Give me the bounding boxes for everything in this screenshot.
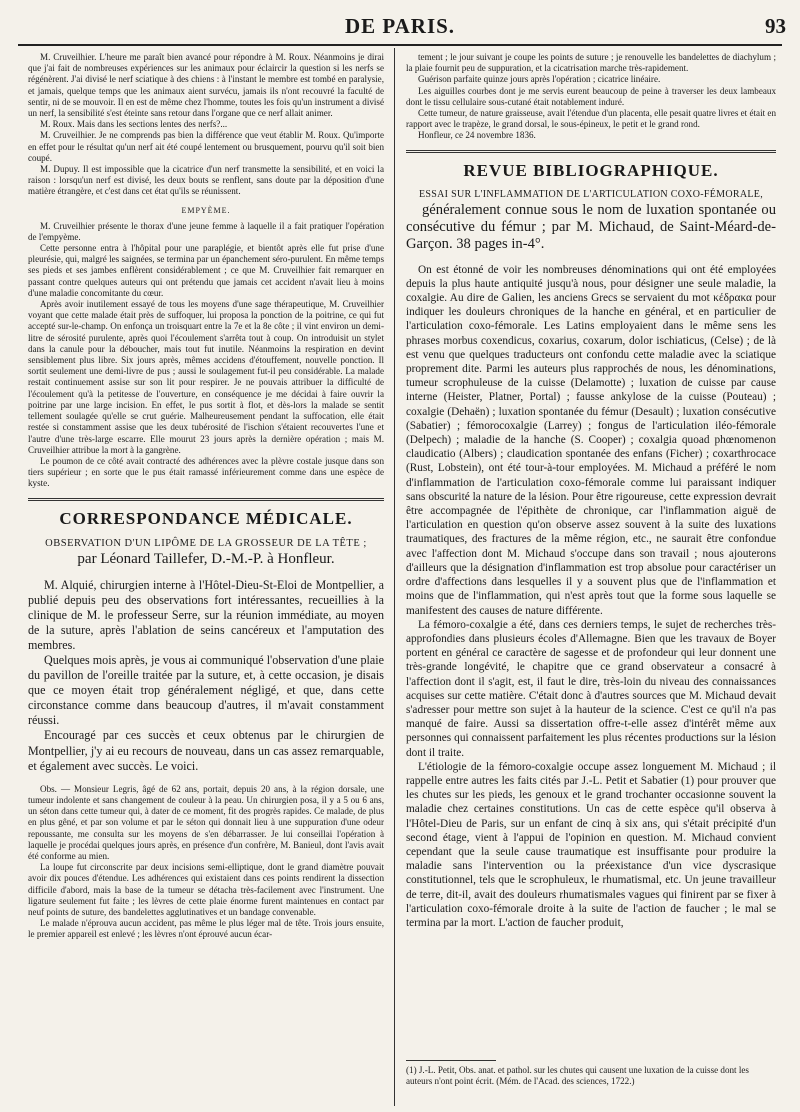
discussion-section — [28, 52, 384, 198]
paragraph: M. Cruveilhier présente le thorax d'une jeune femme à laquelle il a fait pratiquer l'opération de l'empyème. — [28, 220, 384, 242]
paragraph: M. Cruveilhier. L'heure me paraît bien avancé pour répondre à M. Roux. Néanmoins je dirai que j'ai fait de nombreuses expériences sur les animaux pour éclaircir la question si les nerfs se régénèrent. J'ai divisé le nerf sciatique à des chiens : à l'instant le membre est tombé en paralysie, et jamais, quelque temps que les animaux aient survécu, jamais ils n'ont recouvré la faculté de sentir, ni de se mouvoir. Il en est de même chez l'homme, toutes les fois qu'un instrument a divisé un nerf, la sensibilité s'est éteinte sans retour dans l'organe que ce nerf allait animer. — [28, 52, 384, 119]
footnote — [406, 1060, 776, 1088]
section-rule — [406, 150, 776, 153]
observation-continuation — [406, 52, 776, 142]
page-number: 93 — [765, 14, 786, 38]
paragraph: Encouragé par ces succès et ceux obtenus par le chirurgien de Montpellier, j'y ai eu recours de nouveau, dans un cas assez remarquable, et également avec succès. Le voici. — [28, 728, 384, 773]
paragraph: Le malade n'éprouva aucun accident, pas même le plus léger mal de tête. Trois jours ensuite, le premier appareil est enlevé ; les lèvres n'ont éprouvé aucun écar- — [28, 918, 384, 940]
paragraph: On est étonné de voir les nombreuses dénominations qui ont été employées depuis la plus haute antiquité jusqu'à nous, pour désigner une seule maladie, la coxalgie. Au dire de Galien, les anciens Grecs se servaient du mot κέδρακα pour indiquer les douleurs chroniques de la hanche en général, et en particulier de l'articulation coxo-fémorale. Les Latins employaient dans le même sens les phrases morbus coxendicus, coxarius, coxarum, dolor ischiaticus, (Celse) ; de là est venu que quelques traducteurs ont confondu cette maladie avec la sciatique proprement dite. Parmi les auteurs plus rapprochés de nous, les dénominations, tumeur scrophuleuse de la cuisse (Delamotte) ; luxation de cuisse par cause interne (Heister, Platner, Portal) ; fausse ankylose de la cuisse (Pouteau) ; coxalgie (Dehaën) ; luxation spontanée du fémur (Desault) ; luxation consécutive (Sabatier) ; fémorocoxalgie (Larrey) ; fongus de l'articulation iléo-fémorale (Delpech) ; maladie de la hanche (S. Cooper) ; coxalgia quoad phœnomenon claudicatio (Albers) ; claudication spontanée des enfans (Ficher) ; coxarthrocace (Rust, Lobstein), ont été tour-à-tour employées. M. Michaud a préféré le nom d'inflammation de l'articulation coxo-fémorale comme lui paraissant indiquer sans obscurité la nature de la lésion. Pour être rigoureuse, cette expression devrait être accompagnée de l'épithète de chronique, car l'inflammation aiguë de l'articulation en question qu'on observe assez souvent à la suite des luxations traumatiques, des fractures de la même région, etc., ne saurait être confondue avec l'affection dont M. Michaud s'occupe dans son travail ; nous ajouterons d'ailleurs que la désignation d'inflammation est trop absolue pour caractériser un ordre d'affections dans lesquelles il y a souvent plus que de l'inflammation et moins que de l'inflammation, qui n'est après tout que la forme sous laquelle se manifestent des causes de nature différente. — [406, 263, 776, 617]
paragraph: Obs. — Monsieur Legris, âgé de 62 ans, portait, depuis 20 ans, à la région dorsale, une tumeur indolente et sans changement de couleur à la peau. Un chirurgien posa, il y a 5 ou 6 ans, un séton dans cette tumeur qui, à dater de ce moment, fit des progrès rapides. Ce malade, de plus en plus gêné, et par son volume et par le séton qui donnait lieu à une suppuration d'une odeur repoussante, me consulta sur les moyens de s'en débarrasser. Je lui conseillai l'opération à laquelle je procédai quelques jours après, en présence d'un confrère, M. Banieul, dont l'avis avait été conforme au mien. — [28, 783, 384, 861]
header-rule — [18, 44, 782, 46]
letter-section — [28, 578, 384, 774]
running-title: DE PARIS. — [344, 14, 456, 38]
paragraph: Après avoir inutilement essayé de tous les moyens d'une sage thérapeutique, M. Cruveilhier voyant que cette malade était près de suffoquer, lui proposa la ponction de la poitrine, ce qui fut accepté sur-le-champ. On enfonça un troisquart entre la 7e et la 8e côte ; il vint environ un demi-litre de sérosité purulente, après quoi l'écoulement s'arrêta tout à coup. On introduisit un stylet dans la canule pour la déboucher, mais tout fut inutile. Néanmoins la respiration en devint sensiblement plus libre. Six jours après, mêmes accidens d'étouffement, nouvelle ponction. Il sortit seulement une demi-livre de pus ; aussi le soulagement fut-il peu considérable. La malade restait continuement assise sur son lit pour respirer. Je ne pouvais attribuer la difficulté de l'écoulement qu'à la petitesse de l'ouverture, en conséquence je me décidai à faire ouvrir la poitrine par une large incision. En effet, le pus sortit à flot, et dès-lors la malade se sentit tellement soulagée qu'elle se crut guérie. Malheureusement pendant la suffocation, elle était restée si constamment assise que les deux tubérosité de l'ischion s'étaient recouvertes l'une et l'autre d'une très-large escarre. Elle mourut 23 jours après la dernière opération ; mais M. Cruveilhier attribue la mort à la gangrène. — [28, 299, 384, 455]
review-heading: REVUE BIBLIOGRAPHIQUE. — [463, 160, 719, 180]
paragraph: Cette personne entra à l'hôpital pour une paraplégie, et bientôt après elle fut prise d'une pleurésie, qui, malgré les saignées, se termina par un épanchement séro-purulent. En même temps ses pieds et ses jambes enflèrent considérablement ; ce que M. Cruveilhier fait remarquer en passant contre quelques auteurs qui ont prétendu que jamais cet accident n'avait lieu à moins d'une maladie concomitante du cœur. — [28, 243, 384, 298]
right-column — [406, 52, 776, 930]
paragraph: La fémoro-coxalgie a été, dans ces derniers temps, le sujet de recherches très-approfondies dans plusieurs écoles d'Allemagne. Bien que les travaux de Boyer portent en général ce caractère de sagesse et de profondeur qui leur donnent une très-grande longévité, le chapitre que ce grand observateur a consacré à l'affection dont il s'agit, est, il faut le dire, très-loin du niveau des connaissances acquises sur cette matière. C'était donc à d'autres sources que M. Michaud devait s'adresser pour mettre son sujet à la hauteur de la science. C'est ce qu'il n'a pas manqué de faire. Aussi sa dissertation offre-t-elle assez d'intérêt même aux personnes qui connaissent parfaitement les plus récentes productions sur la lésion dont il traite. — [406, 618, 776, 759]
paragraph: L'étiologie de la fémoro-coxalgie occupe assez longuement M. Michaud ; il rappelle entre autres les faits cités par J.-L. Petit et Sabatier (1) pour prouver que les chutes sur les pieds, les genoux et le grand trochanter occasionne souvent la maladie chez certaines constitutions. Un cas de cette espèce qu'il observa à l'Hôtel-Dieu de Paris, sur un enfant de cinq à six ans, qui s'était précipité d'un second étage, vient à l'appui de l'opinion en question. M. Michaud convient cependant que la seule cause traumatique est insuffisante pour produire la maladie sans l'intervention ou la préexistance d'un vice dyscrasique constitutionnel, tels que le scrophuleux, le rhumatismal, etc. Un jeune travailleur de terre, dit-il, avait des douleurs rhumatismales vagues qui finirent par se fixer à l'articulation coxo-fémorale droite à la suite de l'action de faucher ; le mal se termina par la mort. L'action de faucher produit, — [406, 760, 776, 929]
paragraph: M. Roux. Mais dans les sections lentes des nerfs?... — [40, 119, 228, 130]
article-author: par Léonard Taillefer, D.-M.-P. à Honfleur. — [77, 550, 335, 567]
paragraph: Quelques mois après, je vous ai communiqué l'observation d'une plaie du pavillon de l'oreille traitée par la suture, et, à cette occasion, je disais que ce moyen était trop généralement négligé, et que, dans cette circonstance comme dans beaucoup d'autres, il m'avait constamment réussi. — [28, 652, 384, 728]
correspondence-heading: CORRESPONDANCE MÉDICALE. — [59, 508, 353, 528]
observation-section — [28, 784, 384, 941]
column-divider — [394, 48, 395, 1106]
paragraph: M. Dupuy. Il est impossible que la cicatrice d'un nerf transmette la sensibilité, et en voici la raison : lorsqu'un nerf est divisé, les deux bouts se renflent, sans doute par la déposition d'une matière étrangère, et c'est dans cet état qu'ils se réunissent. — [28, 164, 384, 197]
review-title: généralement connue sous le nom de luxation spontanée ou consécutive du fémur ; par M. Michaud, de Saint-Méard-de-Garçon. 38 pages in-4°. — [406, 201, 776, 252]
empyeme-section — [28, 221, 384, 490]
page-header — [0, 0, 800, 40]
left-column — [28, 52, 384, 941]
section-rule — [28, 498, 384, 501]
paragraph: Guérison parfaite quinze jours après l'opération ; cicatrice linéaire. — [418, 74, 661, 85]
paragraph: M. Cruveilhier. Je ne comprends pas bien la différence que veut établir M. Roux. Qu'importe en effet pour le résultat qu'un nerf ait été coupé lentement ou brusquement, pourvu qu'il soit bien coupé. — [28, 130, 384, 163]
review-body — [406, 263, 776, 931]
paragraph: Cette tumeur, de nature graisseuse, avait l'étendue d'un placenta, elle pesait quatre livres et était en rapport avec le trapèze, le grand dorsal, le sous-épineux, le petit et le grand rond. — [406, 108, 776, 130]
paragraph: Les aiguilles courbes dont je me servis eurent beaucoup de peine à traverser les deux lambeaux dont le tissu cellulaire sous-cutané était notablement induré. — [406, 85, 776, 107]
review-title-caps: ESSAI SUR L'INFLAMMATION DE L'ARTICULATION COXO-FÉMORALE, — [419, 188, 763, 200]
footnote-rule — [406, 1060, 496, 1061]
signature-line: Honfleur, ce 24 novembre 1836. — [418, 130, 536, 141]
footnote-text: (1) J.-L. Petit, Obs. anat. et pathol. sur les chutes qui causent une luxation de la cuisse dont les auteurs n'ont point écrit. (Mém. de l'Acad. des sciences, 1722.) — [406, 1065, 749, 1087]
paragraph: M. Alquié, chirurgien interne à l'Hôtel-Dieu-St-Eloi de Montpellier, a publié depuis peu des observations fort intéressantes, recueillies à la clinique de M. le professeur Serre, sur la réunion immédiate, au moyen de la suture, après l'ablation de seins cancéreux et l'amputation des membres. — [28, 577, 384, 652]
paragraph: tement ; le jour suivant je coupe les points de suture ; je renouvelle les bandelettes de diachylum ; la plaie fournit peu de suppuration, et la cicatrisation marche très-rapidement. — [406, 52, 776, 74]
paragraph: La loupe fut circonscrite par deux incisions semi-elliptique, dont le grand diamètre pouvait avoir dix pouces d'étendue. Les adhérences qui existaient dans ces points rendirent la dissection difficile d'abord, mais la base de la tumeur se détacha très-facilement avec l'instrument. Une ligature seulement fut faite ; les lèvres de cette plaie énorme furent maintenues en contact par neuf points de suture, des bandelettes agglutinatives et un bandage convenable. — [28, 862, 384, 917]
empyeme-heading: EMPYÈME. — [181, 205, 231, 215]
article-title: OBSERVATION D'UN LIPÔME DE LA GROSSEUR DE LA TÊTE ; — [45, 537, 367, 549]
paragraph: Le poumon de ce côté avait contracté des adhérences avec la plèvre costale jusque dans son tiers supérieur ; en sorte que le pus était ramassé inférieurement comme dans une espèce de kyste. — [28, 455, 384, 489]
